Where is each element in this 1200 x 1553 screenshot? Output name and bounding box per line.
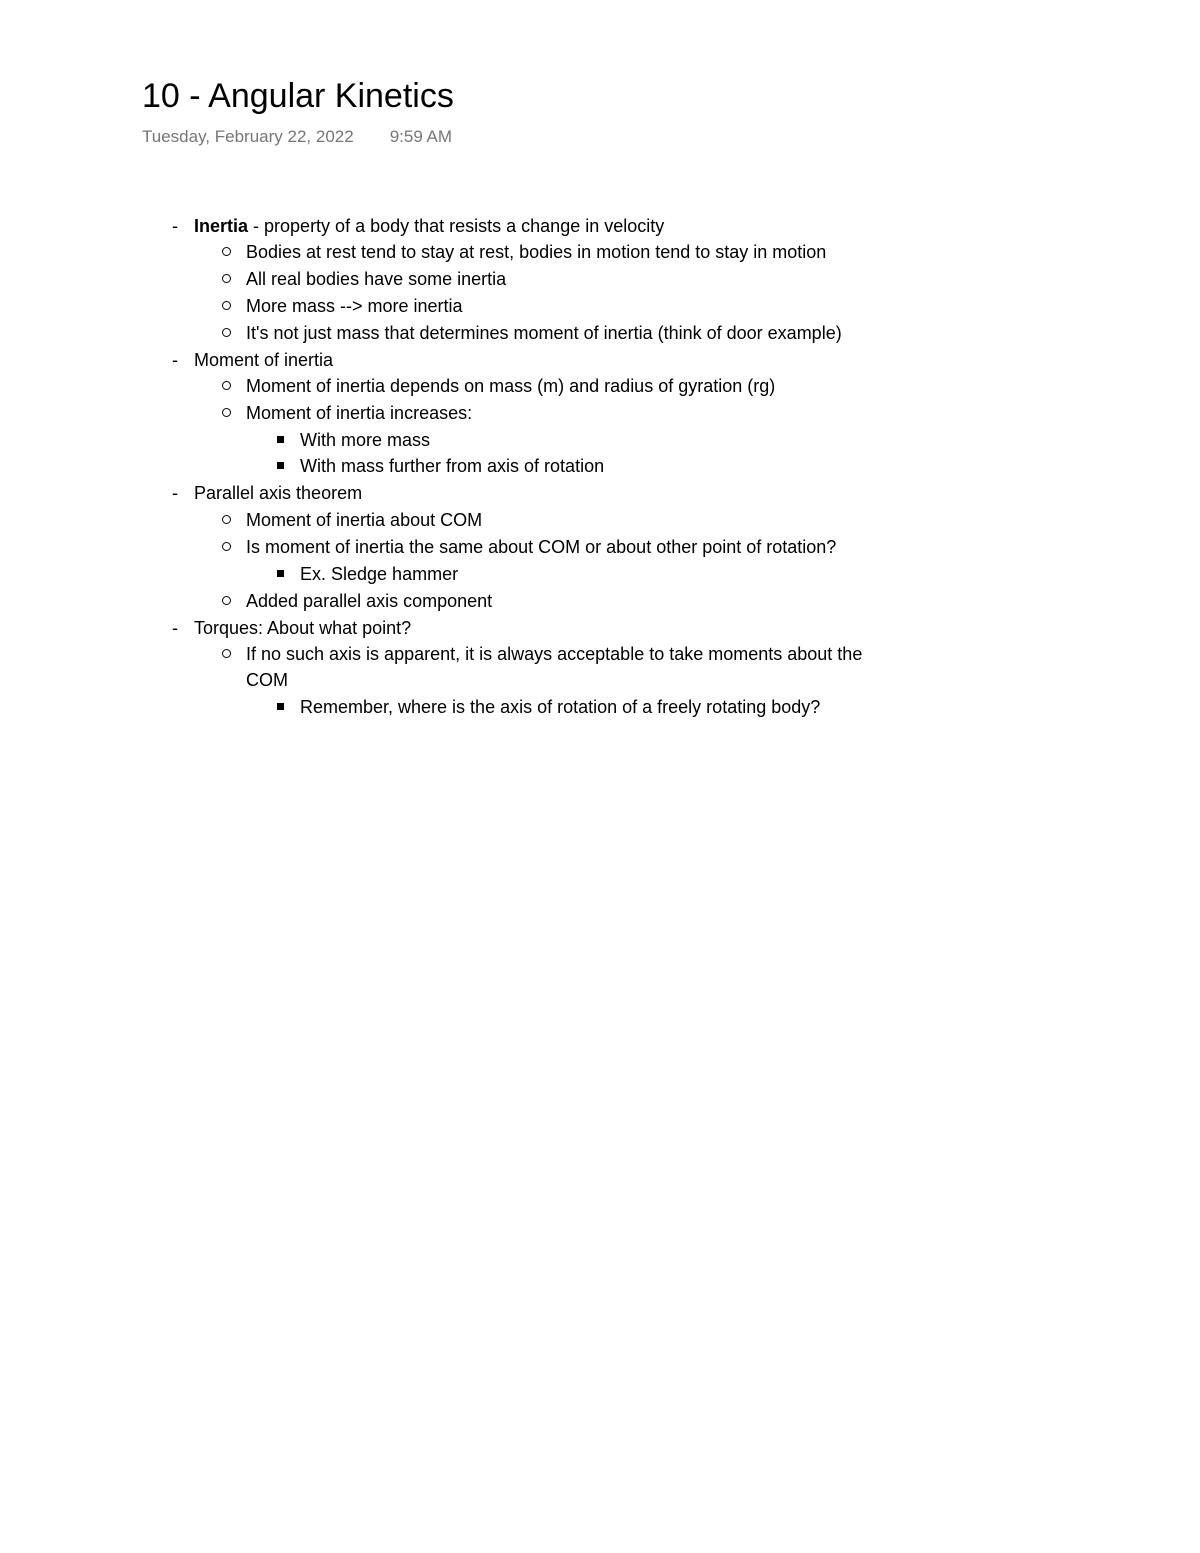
page-title: 10 - Angular Kinetics <box>142 77 454 115</box>
list-item: Bodies at rest tend to stay at rest, bodies in motion tend to stay in motion <box>246 242 827 262</box>
list-item: Parallel axis theorem <box>194 483 363 503</box>
circle-bullet <box>222 247 231 256</box>
list-item: More mass --> more inertia <box>246 296 463 316</box>
circle-bullet <box>222 274 231 283</box>
list-item: Moment of inertia <box>194 350 334 370</box>
list-item: Moment of inertia increases: <box>246 403 473 423</box>
list-item: With mass further from axis of rotation <box>300 456 605 476</box>
bold-term: Inertia <box>194 216 249 236</box>
dash-bullet: - <box>172 483 178 503</box>
list-item: Moment of inertia depends on mass (m) and radius of gyration (rg) <box>246 376 776 396</box>
list-item: Moment of inertia about COM <box>246 510 483 530</box>
square-bullet <box>277 462 284 469</box>
note-date: Tuesday, February 22, 2022 <box>142 127 354 146</box>
list-item: If no such axis is apparent, it is always acceptable to take moments about the <box>246 644 863 664</box>
list-item: Ex. Sledge hammer <box>300 564 459 584</box>
list-item: Is moment of inertia the same about COM or about other point of rotation? <box>246 537 837 557</box>
note-time: 9:59 AM <box>389 127 453 146</box>
circle-bullet <box>222 301 231 310</box>
square-bullet <box>277 436 284 443</box>
square-bullet <box>277 703 284 710</box>
dash-bullet: - <box>172 618 178 638</box>
list-item: All real bodies have some inertia <box>246 269 507 289</box>
list-item: Remember, where is the axis of rotation of a freely rotating body? <box>300 697 821 717</box>
circle-bullet <box>222 542 231 551</box>
list-item: Torques: About what point? <box>194 618 412 638</box>
dash-bullet: - <box>172 216 178 236</box>
square-bullet <box>277 570 284 577</box>
dash-bullet: - <box>172 350 178 370</box>
list-item: With more mass <box>300 430 431 450</box>
list-item-continuation: COM <box>246 670 288 690</box>
list-item: Inertia - property of a body that resists a change in velocity <box>194 216 665 236</box>
circle-bullet <box>222 381 231 390</box>
circle-bullet <box>222 408 231 417</box>
note-timestamp <box>142 126 452 148</box>
circle-bullet <box>222 649 231 658</box>
circle-bullet <box>222 596 231 605</box>
circle-bullet <box>222 515 231 524</box>
list-item: Added parallel axis component <box>246 591 493 611</box>
list-item: It's not just mass that determines moment of inertia (think of door example) <box>246 323 842 343</box>
circle-bullet <box>222 328 231 337</box>
